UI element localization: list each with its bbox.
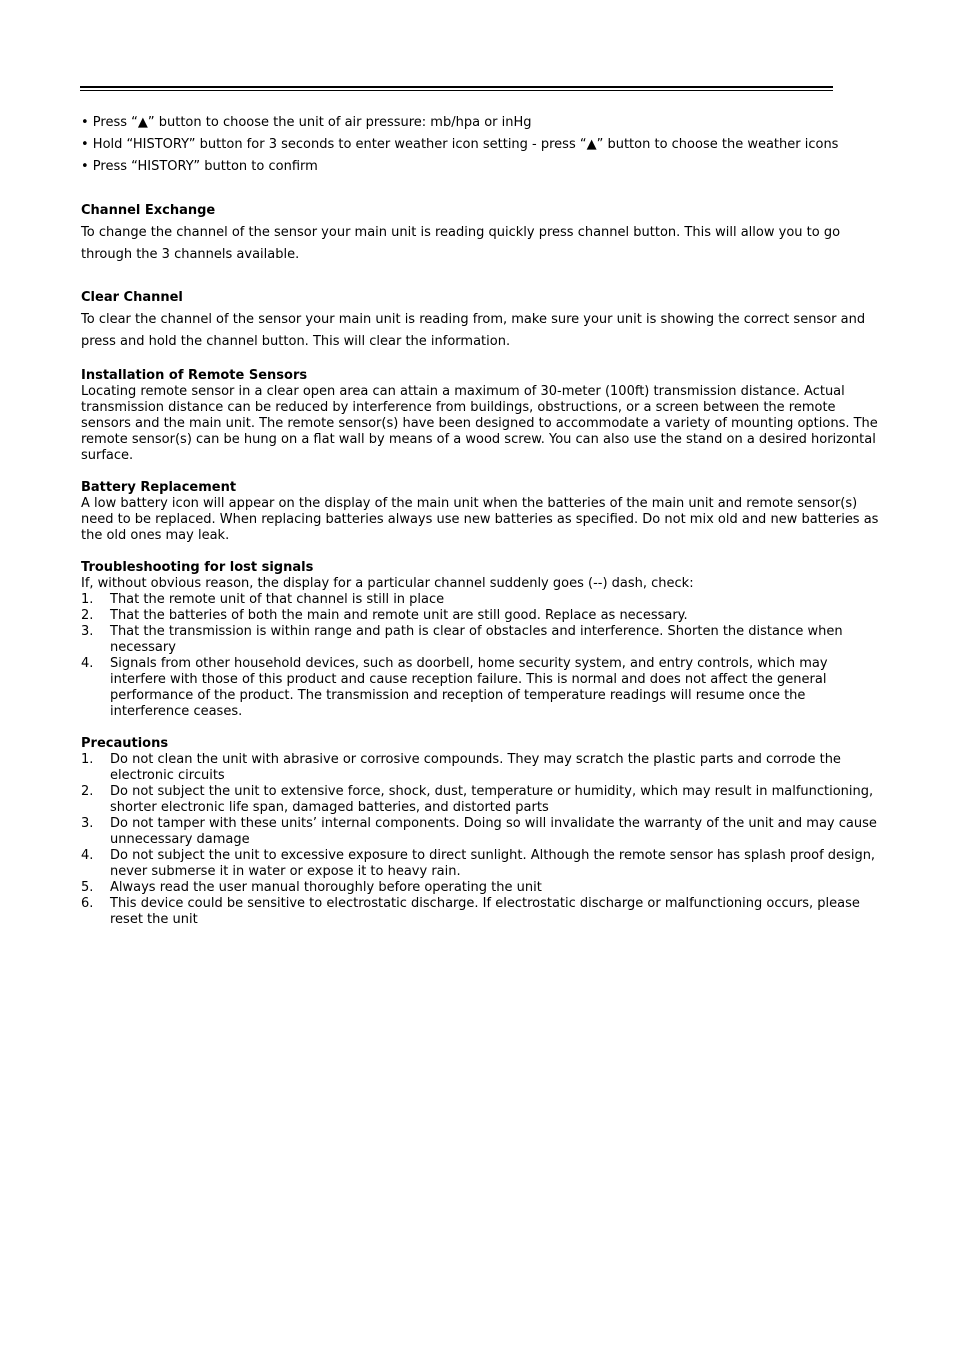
section-heading: Channel Exchange bbox=[81, 203, 216, 218]
section-heading: Clear Channel bbox=[81, 290, 183, 305]
list-item bbox=[81, 848, 881, 880]
list-item-number: 4. bbox=[81, 656, 94, 671]
section-heading: Troubleshooting for lost signals bbox=[81, 560, 314, 575]
bullet-item: • Hold “HISTORY” button for 3 seconds to enter weather icon setting - press “▲” button to choose the weather icons bbox=[81, 137, 839, 152]
list-item-number: 3. bbox=[81, 816, 94, 831]
list-item bbox=[81, 784, 881, 816]
list-item-text: Signals from other household devices, such as doorbell, home security system, and entry controls, which may interfere with those of this product and cause reception failure. This is normal and does not affect the general performance of the product. The transmission and reception of temperature readings will resume once the interference ceases. bbox=[110, 656, 828, 719]
list-item-text: Do not tamper with these units’ internal components. Doing so will invalidate the warranty of the unit and may cause unnecessary damage bbox=[110, 816, 877, 847]
list-item-text: This device could be sensitive to electrostatic discharge. If electrostatic discharge or malfunctioning occurs, please reset the unit bbox=[110, 896, 860, 927]
section-heading: Battery Replacement bbox=[81, 480, 237, 495]
list-item bbox=[81, 880, 881, 896]
section-paragraph: Locating remote sensor in a clear open area can attain a maximum of 30-meter (100ft) transmission distance. Actual transmission distance can be reduced by interference from buildings, obstructions, or a screen between the remote sensors and the main unit. The remote sensor(s) have been designed to accommodate a variety of mounting options. The remote sensor(s) can be hung on a flat wall by means of a wood screw. You can also use the stand on a desired horizontal surface. bbox=[81, 384, 878, 463]
list-item-number: 5. bbox=[81, 880, 94, 895]
numbered-list bbox=[81, 592, 881, 720]
section-precautions bbox=[81, 736, 881, 928]
section-heading: Precautions bbox=[81, 736, 169, 751]
section-heading: Installation of Remote Sensors bbox=[81, 368, 308, 383]
bullet-item: • Press “▲” button to choose the unit of air pressure: mb/hpa or inHg bbox=[81, 115, 532, 130]
section-paragraph: To clear the channel of the sensor your main unit is reading from, make sure your unit is showing the correct sensor and press and hold the channel button. This will clear the information. bbox=[81, 312, 866, 349]
list-item-number: 2. bbox=[81, 608, 94, 623]
list-item bbox=[81, 592, 881, 608]
list-item bbox=[81, 608, 881, 624]
list-item-number: 1. bbox=[81, 752, 94, 767]
section-channel-exchange bbox=[81, 200, 881, 266]
header-rule-thick bbox=[80, 86, 833, 88]
list-item bbox=[81, 816, 881, 848]
list-item-number: 3. bbox=[81, 624, 94, 639]
list-item-number: 4. bbox=[81, 848, 94, 863]
list-item bbox=[81, 656, 881, 720]
list-item-text: Always read the user manual thoroughly before operating the unit bbox=[110, 880, 542, 895]
numbered-list bbox=[81, 752, 881, 928]
section-paragraph: A low battery icon will appear on the display of the main unit when the batteries of the main unit and remote sensor(s) need to be replaced. When replacing batteries always use new batteries as specified. Do not mix old and new batteries as the old ones may leak. bbox=[81, 496, 879, 543]
section-intro: If, without obvious reason, the display for a particular channel suddenly goes (--) dash, check: bbox=[81, 576, 694, 591]
list-item-text: That the batteries of both the main and remote unit are still good. Replace as necessary. bbox=[110, 608, 688, 623]
list-item bbox=[81, 752, 881, 784]
section-installation bbox=[81, 368, 881, 464]
list-item-text: That the transmission is within range and path is clear of obstacles and interference. Shorten the distance when necessary bbox=[110, 624, 843, 655]
bullet-list bbox=[81, 112, 881, 178]
section-clear-channel bbox=[81, 287, 881, 353]
list-item-number: 2. bbox=[81, 784, 94, 799]
list-item bbox=[81, 624, 881, 656]
section-troubleshooting bbox=[81, 560, 881, 720]
list-item-text: Do not subject the unit to extensive force, shock, dust, temperature or humidity, which may result in malfunctioning, shorter electronic life span, damaged batteries, and distorted parts bbox=[110, 784, 874, 815]
list-item-text: Do not subject the unit to excessive exposure to direct sunlight. Although the remote sensor has splash proof design, never submerse it in water or expose it to heavy rain. bbox=[110, 848, 876, 879]
list-item-text: Do not clean the unit with abrasive or corrosive compounds. They may scratch the plastic parts and corrode the electronic circuits bbox=[110, 752, 841, 783]
list-item-number: 1. bbox=[81, 592, 94, 607]
list-item-text: That the remote unit of that channel is still in place bbox=[110, 592, 445, 607]
section-paragraph: To change the channel of the sensor your main unit is reading quickly press channel button. This will allow you to go through the 3 channels available. bbox=[81, 225, 841, 262]
bullet-item: • Press “HISTORY” button to confirm bbox=[81, 159, 318, 174]
section-battery bbox=[81, 480, 881, 544]
list-item-number: 6. bbox=[81, 896, 94, 911]
list-item bbox=[81, 896, 881, 928]
document-body bbox=[81, 112, 881, 928]
header-rule-thin bbox=[80, 90, 833, 91]
